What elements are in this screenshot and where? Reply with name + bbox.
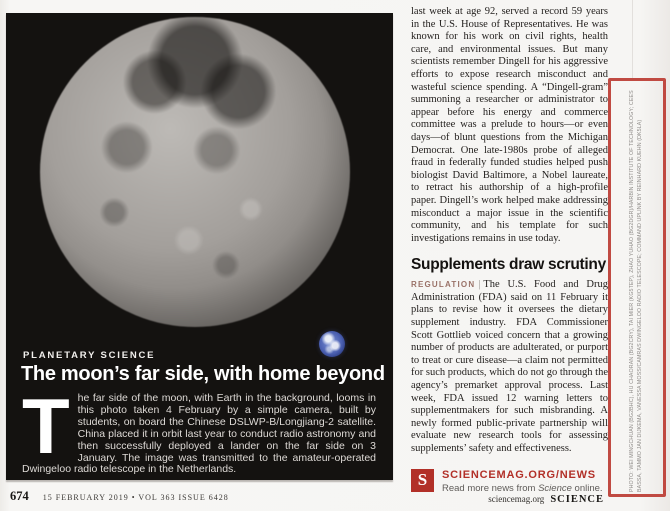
science-logo-icon: S: [411, 469, 434, 492]
page-crease-line: [632, 0, 633, 78]
moon-photo-panel: [6, 13, 393, 480]
article-headline: The moon’s far side, with home beyond: [21, 363, 385, 385]
footer-brand: SCIENCE: [550, 494, 604, 505]
subtitle-prefix: Read more news from: [442, 482, 539, 494]
caption-text: he far side of the moon, with Earth in the background, looms in this photo taken 4 February by a simple camera, built by students, on board the Chinese DSLWP-B/Longjiang-2 satellite. China placed it in orbit last year to conduct radio astronomy and then successfully deployed a lander on the far side on 3 January. The image was transmitted to the amateur-operated Dwingeloo radio telescope in the Netherlands.: [22, 392, 376, 476]
section-kicker: PLANETARY SCIENCE: [23, 350, 156, 361]
photo-credit-vertical: [629, 84, 645, 492]
footer-left: [10, 487, 229, 505]
issue-info: 15 FEBRUARY 2019 • VOL 363 ISSUE 6428: [42, 493, 229, 502]
moon-photo: [40, 17, 350, 327]
regulation-paragraph: [411, 279, 608, 455]
subtitle-suffix: online.: [571, 482, 603, 494]
photo-credit-line1: PHOTO: WEI MINGCHUAN (BG2BHC), HU CHAORAN (BG2CRY), TAI MIER (KG5TEP), ZHAO YUHAO (BG2DGR)/HARBIN INSTITUTE OF TECHNOLOGY; CEES: [629, 90, 635, 492]
news-box-url: SCIENCEMAG.ORG/NEWS: [442, 468, 596, 481]
obituary-paragraph: last week at age 92, served a record 59 years in the U.S. House of Representatives. He was known for his work on civil rights, health care, and environmental issues. But many scientists remember Dingell for his aggressive efforts to expose research misconduct and wasteful science spending. A “Dingell-gram” summoning a researcher or administrator to appear before his energy and commerce committee was a prelude to hours—or even days—of blunt questions from the Michigan Democrat. One late-1980s probe of alleged fraud in federally funded studies helped push biologist David Baltimore, a Nobel laureate, to retract his authorship of a high-profile paper. Dingell’s work helped make addressing misconduct a major issue in the scientific community, and his template for such investigations remains in use today.: [411, 6, 608, 244]
footer-site: sciencemag.org: [488, 494, 545, 504]
page-number: 674: [10, 489, 29, 503]
photo-credit-line2: BASSA, TAMMO JAN DIJKEMA, VANESSA MOSS/CAMRAS DWINGELOO RADIO TELESCOPE; COMMAND UPLINK BY REINHARD KUEHN (DK5LA): [636, 119, 643, 492]
news-column: [411, 6, 608, 494]
footer-right: [488, 489, 604, 507]
earth-photo: [319, 331, 345, 357]
drop-cap: T: [22, 382, 70, 470]
subtitle-science: Science: [538, 482, 572, 494]
label-separator: |: [478, 279, 481, 291]
regulation-text: The U.S. Food and Drug Administration (FDA) said on 11 February it plans to revise how it oversees the dietary supplement industry. FDA Commissioner Scott Gottlieb voiced concern that a growing number of products are adulterated, or purport to treat or cure disease—a claim not permitted for such products, which do not go through the agency’s premarket approval process. Last week, FDA issued 12 warning letters to supplementmakers for such misbranding. A newly formed public-private partnership will evaluate new research tools for assessing supplements’ safety and effectiveness.: [411, 279, 608, 454]
regulation-label: REGULATION: [411, 280, 476, 290]
article-caption: [22, 382, 376, 476]
section-heading: Supplements draw scrutiny: [411, 256, 606, 274]
